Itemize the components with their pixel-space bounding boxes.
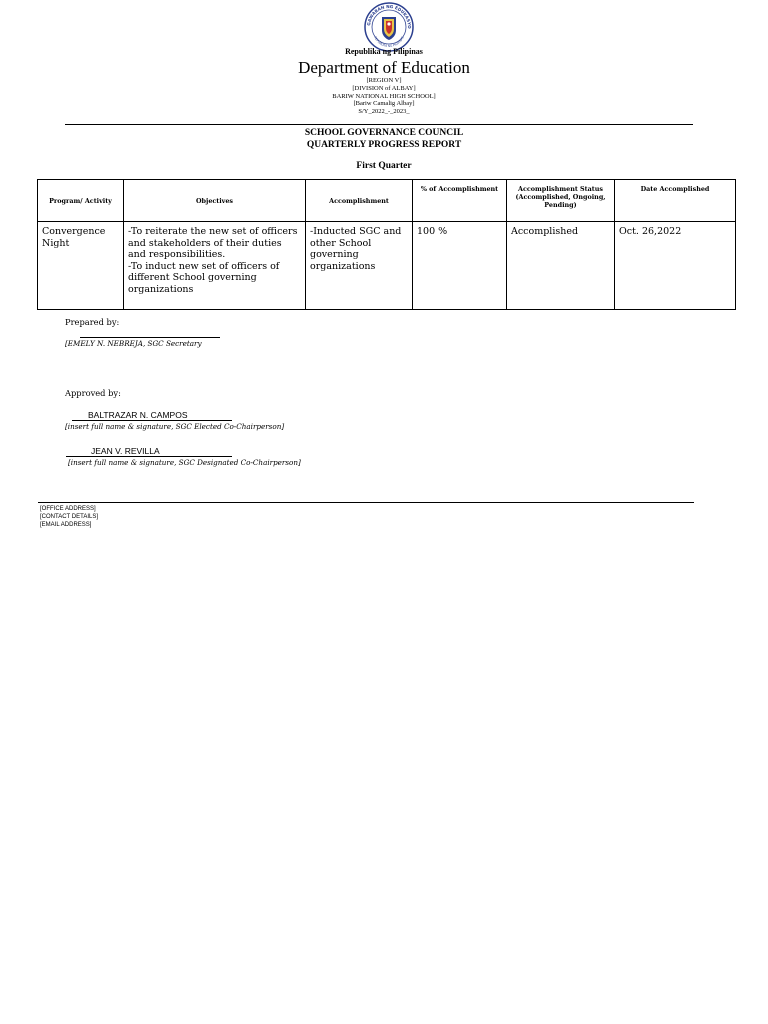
header-program: Program/ Activity xyxy=(38,180,124,222)
region-text: [REGION V] xyxy=(366,77,402,84)
deped-seal-icon xyxy=(364,2,414,52)
contact-details: [CONTACT DETAILS] xyxy=(40,514,99,520)
approver1-note: [insert full name & signature, SGC Elected Co-Chairperson] xyxy=(65,422,285,431)
prepared-by-name: [EMELY N. NEBREJA, SGC Secretary xyxy=(65,339,202,348)
cell-accomplishment: -Inducted SGC and other School governing organizations xyxy=(306,222,413,310)
prepared-by-label: Prepared by: xyxy=(65,317,120,327)
seal-bottom-text: REPUBLIKA NG PILIPINAS xyxy=(373,35,405,49)
cell-date: Oct. 26,2022 xyxy=(615,222,736,310)
office-address: [OFFICE ADDRESS] xyxy=(40,506,96,512)
footer-divider xyxy=(38,502,694,503)
cell-status: Accomplished xyxy=(507,222,615,310)
school-text: BARIW NATIONAL HIGH SCHOOL] xyxy=(332,93,436,100)
division-text: [DIVISION of ALBAY] xyxy=(352,85,416,92)
school-year-text: S/Y_2022_-_2023_ xyxy=(358,108,410,115)
progress-table xyxy=(37,179,736,310)
department-title: Department of Education xyxy=(298,58,470,77)
approver2-signature-line xyxy=(66,456,232,457)
prepared-signature-line xyxy=(80,337,220,338)
approver2-name: JEAN V. REVILLA xyxy=(91,446,160,456)
seal-text: GAWARAN NG EDUKASYO xyxy=(366,3,413,29)
republic-text: Republika ng Pilipinas xyxy=(345,47,423,56)
table-header-row xyxy=(38,180,736,222)
cell-percent: 100 % xyxy=(413,222,507,310)
header-status: Accomplishment Status (Accomplished, Ongoing, Pending) xyxy=(507,180,615,222)
header-date: Date Accomplished xyxy=(615,180,736,222)
address-text: [Bariw Camalig Albay] xyxy=(353,100,415,107)
table-row xyxy=(38,222,736,310)
quarter-title: First Quarter xyxy=(356,161,412,171)
report-title-2: QUARTERLY PROGRESS REPORT xyxy=(306,140,462,150)
header-divider xyxy=(65,124,693,125)
approver1-signature-line xyxy=(72,420,232,421)
header-percent: % of Accomplishment xyxy=(413,180,507,222)
approver1-name: BALTRAZAR N. CAMPOS xyxy=(88,410,188,420)
header-accomplishment: Accomplishment xyxy=(306,180,413,222)
approver2-note: [insert full name & signature, SGC Designated Co-Chairperson] xyxy=(68,458,301,467)
email-address: [EMAIL ADDRESS] xyxy=(40,522,92,528)
cell-program: Convergence Night xyxy=(38,222,124,310)
cell-objectives: -To reiterate the new set of officers and stakeholders of their duties and responsibilities. -To induct new set of officers of different School governing organizations xyxy=(124,222,306,310)
header-objectives: Objectives xyxy=(124,180,306,222)
report-title-1: SCHOOL GOVERNANCE COUNCIL xyxy=(304,128,464,138)
approved-by-label: Approved by: xyxy=(65,388,121,398)
